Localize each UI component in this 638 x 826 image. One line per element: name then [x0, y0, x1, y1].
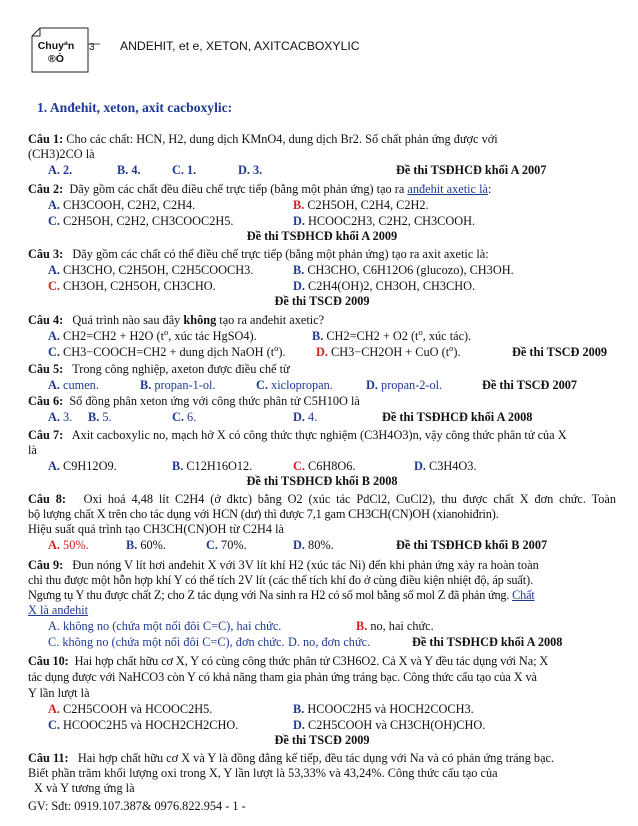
q11-line1: Câu 11: Hai hợp chất hữu cơ X và Y là đồng đẳng kế tiếp, đều tác dụng với Na và có phản ứng tráng bạc.: [28, 751, 555, 765]
q1-line2: (CH3)2CO là: [28, 147, 95, 161]
q6-source: Đề thi TSĐHCĐ khối A 2008: [382, 410, 533, 424]
q1-text: Cho các chất: HCN, H2, dung dịch KMnO4, dung dịch Br2. Số chất phản ứng được với: [66, 132, 498, 146]
q8-line1: Câu 8: Oxi hoá 4,48 lít C2H4 (ở đktc) bằng O2 (xúc tác PdCl2, CuCl2), thu được chất X đơn chức. Toàn: [28, 492, 617, 506]
q1-label: Câu 1:: [28, 132, 64, 146]
q9-line3: Ngưng tụ Y thu được chất Z; cho Z tác dụng với Na sinh ra H2 có số mol bằng số mol Z đã phản ứng. Chất: [28, 588, 535, 602]
q8-source: Đề thi TSĐHCĐ khối B 2007: [396, 538, 548, 552]
q8-line3: Hiệu suất quá trình tạo CH3CH(CN)OH từ C2H4 là: [28, 522, 284, 536]
q2-option-c: C. C2H5OH, C2H2, CH3COOC2H5.: [48, 214, 234, 228]
badge-label: [32, 40, 80, 66]
q2-option-d: D. HCOOC2H3, C2H2, CH3COOH.: [293, 214, 476, 228]
q7-option-d: D. C3H4O3.: [414, 459, 477, 473]
q2-tail: :: [487, 182, 492, 196]
q4-option-b: B. CH2=CH2 + O2 ($t^o$, xúc tác).: [312, 327, 472, 343]
q10-line2: tác dụng được với NaHCO3 còn Y có khả năng tham gia phản ứng tráng bạc. Công thức cấu tạo của X và: [28, 670, 537, 684]
q10-option-d: D. C2H5COOH và CH3CH(OH)CHO.: [293, 718, 486, 732]
q9-label: Câu 9:: [28, 558, 64, 572]
q9-option-b: B. no, hai chức.: [356, 619, 434, 633]
q1-option-d: D. 3.: [238, 163, 263, 177]
q7-option-b: B. C12H16O12.: [172, 459, 253, 473]
q6-option-c: C. 6.: [172, 410, 197, 424]
q5-label: Câu 5:: [28, 362, 64, 376]
q8-option-d: D. 80%.: [293, 538, 334, 552]
q7-line2: là: [28, 443, 37, 457]
q1-line1: [28, 132, 616, 147]
chapter-title: ANDEHIT, et e, XETON, AXITCACBOXYLIC: [120, 39, 360, 53]
q2-label: Câu 2:: [28, 182, 64, 196]
q2-line1: [28, 182, 616, 197]
q3-option-a: A. CH3CHO, C2H5OH, C2H5COOCH3.: [48, 263, 254, 277]
chapter-number: 3: [89, 42, 95, 53]
q9-line1: Câu 9: Đun nóng V lít hơi anđehit X với 3V lít khí H2 (xúc tác Ni) đến khi phản ứng xảy ra hoàn toàn: [28, 558, 539, 572]
q9-line2: chỉ thu được một hỗn hợp khí Y có thể tích 2V lít (các thể tích khí đo ở cùng điều kiện nhiệt độ, áp suất).: [28, 573, 534, 587]
q5-option-c: C. xiclopropan.: [256, 378, 333, 392]
badge-line1: Chuyªn: [37, 40, 75, 52]
q8-line2: bộ lượng chất X trên cho tác dụng với HCN (dư) thì được 7,1 gam CH3CH(CN)OH (xianohiđrin).: [28, 507, 499, 521]
q9-source: Đề thi TSĐHCĐ khối A 2008: [412, 635, 563, 649]
q9-link-cont[interactable]: X là anđehit: [28, 603, 89, 617]
badge-line2: ®Ò: [48, 53, 64, 65]
q5-option-a: A. cumen.: [48, 378, 99, 392]
q3-source: Đề thi TSCĐ 2009: [274, 294, 370, 308]
q8-option-c: C. 70%.: [206, 538, 247, 552]
q2-option-b: B. C2H5OH, C2H4, C2H2.: [293, 198, 429, 212]
section-title: 1. Anđehit, xeton, axit cacboxylic:: [37, 100, 233, 115]
q10-option-c: C. HCOOC2H5 và HOCH2CH2CHO.: [48, 718, 239, 732]
q1-option-c: C. 1.: [172, 163, 197, 177]
q2-text: Dãy gồm các chất đều điều chế trực tiếp (bằng một phản ứng) tạo ra: [69, 182, 408, 196]
q10-option-a: A. C2H5COOH và HCOOC2H5.: [48, 702, 213, 716]
q2-source: Đề thi TSĐHCĐ khối A 2009: [246, 229, 398, 243]
q4-option-a: A. CH2=CH2 + H2O ($t^o$, xúc tác HgSO4).: [48, 327, 257, 343]
q2-option-a: A. CH3COOH, C2H2, C2H4.: [48, 198, 196, 212]
q8-option-b: B. 60%.: [126, 538, 166, 552]
q6-option-a: A. 3.: [48, 410, 73, 424]
q9-option-a: A. không no (chứa một nối đôi C=C), hai chức.: [48, 619, 282, 633]
q2-link[interactable]: anđehit axetic là: [407, 182, 488, 196]
q7-line1: Câu 7: Axit cacboxylic no, mạch hở X có công thức thực nghiệm (C3H4O3)n, vậy công thức phân tử của X: [28, 428, 567, 442]
q10-label: Câu 10:: [28, 654, 69, 668]
q9-link[interactable]: Chất: [512, 588, 535, 602]
q3-option-b: B. CH3CHO, C6H12O6 (glucozo), CH3OH.: [293, 263, 514, 277]
q6-option-d: D. 4.: [293, 410, 318, 424]
q8-label: Câu 8:: [28, 492, 66, 506]
q10-line1: Câu 10: Hai hợp chất hữu cơ X, Y có cùng công thức phân tử C3H6O2. Cả X và Y đều tác dụng với Na; X: [28, 654, 549, 668]
q4-label: Câu 4:: [28, 313, 64, 327]
q10-source: Đề thi TSCĐ 2009: [274, 733, 370, 747]
page-footer: GV: Sđt: 0919.107.387& 0976.822.954 - 1 -: [28, 799, 246, 813]
q9-option-d: D. no, đơn chức.: [288, 635, 371, 649]
q6-label: Câu 6:: [28, 394, 64, 408]
q3-text: Dãy gồm các chất có thể điều chế trực tiếp (bằng một phản ứng) tạo ra axit axetic là:: [72, 247, 489, 261]
q7-label: Câu 7:: [28, 428, 64, 442]
q1-source: Đề thi TSĐHCĐ khối A 2007: [396, 163, 547, 177]
q7-option-a: A. C9H12O9.: [48, 459, 117, 473]
q5-option-d: D. propan-2-ol.: [366, 378, 443, 392]
q5-source: Đề thi TSCĐ 2007: [482, 378, 578, 392]
q3-option-d: D. C2H4(OH)2, CH3OH, CH3CHO.: [293, 279, 476, 293]
q10-line3: Y lần lượt là: [28, 686, 90, 700]
q4-option-c: C. CH3−COOCH=CH2 + dung dịch NaOH $(t^o)$.: [48, 343, 286, 359]
q1-option-b: B. 4.: [117, 163, 141, 177]
q11-line2: Biết phần trăm khối lượng oxi trong X, Y lần lượt là 53,33% và 43,24%. Công thức cấu tạo của: [28, 766, 498, 780]
q3-label: Câu 3:: [28, 247, 64, 261]
q3-option-c: C. CH3OH, C2H5OH, CH3CHO.: [48, 279, 216, 293]
q9-option-c: C. không no (chứa một nối đôi C=C), đơn chức.: [48, 635, 285, 649]
q4-source: Đề thi TSCĐ 2009: [512, 345, 608, 359]
q8-option-a: A. 50%.: [48, 538, 89, 552]
q5-line1: Câu 5: Trong công nghiệp, axeton được điều chế từ: [28, 362, 290, 376]
q10-option-b: B. HCOOC2H5 và HOCH2COCH3.: [293, 702, 474, 716]
q7-option-c: C. C6H8O6.: [293, 459, 356, 473]
q4-option-d: D. CH3−CH2OH + CuO $(t^o)$.: [316, 343, 461, 359]
q4-line1: Câu 4: Quá trình nào sau đây không tạo ra anđehit axetic?: [28, 313, 325, 327]
q3-line1: [28, 247, 616, 262]
q11-line3: X và Y tương ứng là: [34, 781, 135, 795]
q6-line1: Câu 6: Số đồng phân xeton ứng với công thức phân tử C5H10O là: [28, 394, 360, 408]
q11-label: Câu 11:: [28, 751, 69, 765]
q1-option-a: A. 2.: [48, 163, 73, 177]
q5-option-b: B. propan-1-ol.: [140, 378, 216, 392]
q7-source: Đề thi TSĐHCĐ khối B 2008: [246, 474, 398, 488]
q6-option-b: B. 5.: [88, 410, 112, 424]
